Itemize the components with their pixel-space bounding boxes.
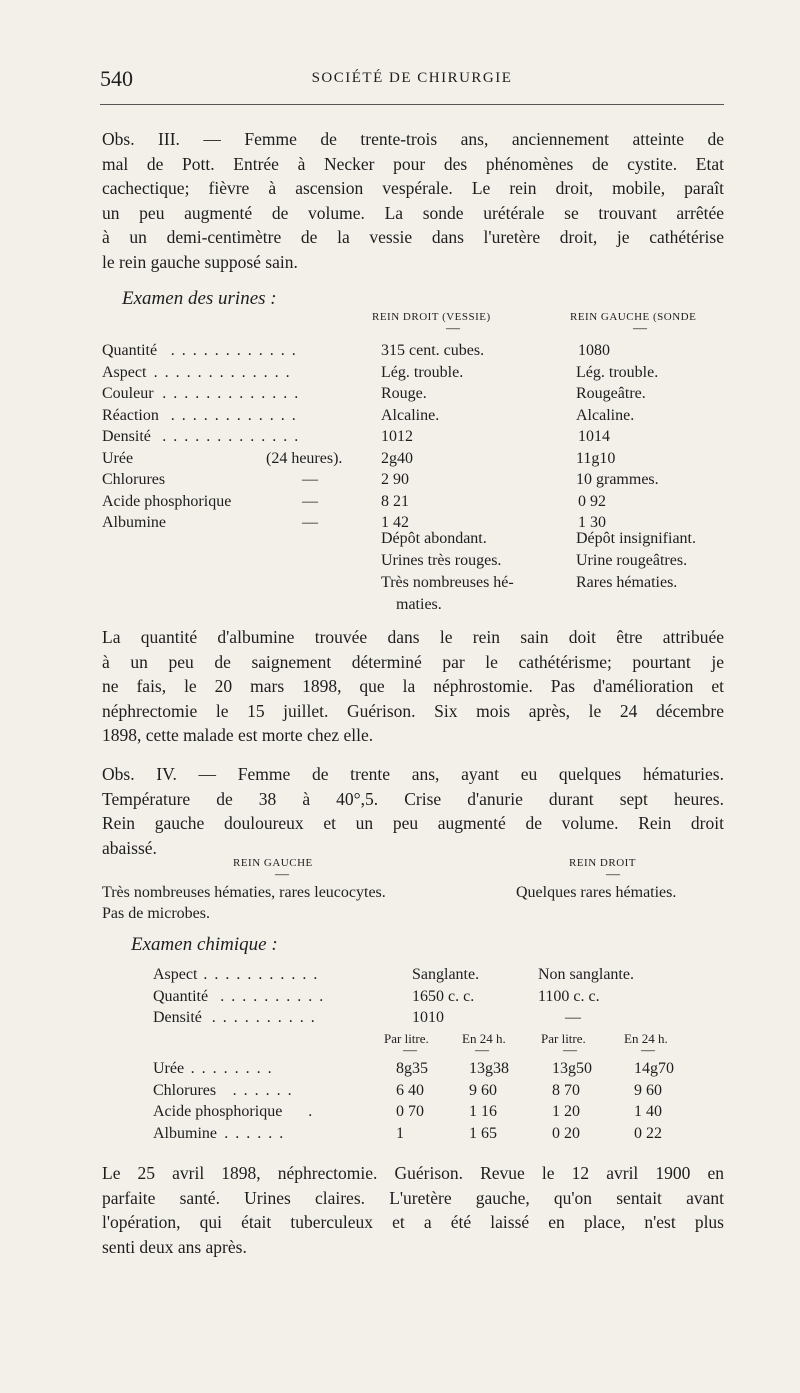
text-line: Obs. IV. — Femme de trente ans, ayant eu quelques hématuries.	[102, 764, 724, 784]
chem-row-label: Albumine	[153, 1124, 217, 1142]
chem-value: 0 70	[396, 1103, 424, 1120]
col-header-rein-gauche: REIN GAUCHE	[233, 857, 313, 869]
sub-header: Par litre.	[384, 1031, 429, 1046]
note-left: Urine rougeâtres.	[576, 552, 688, 569]
row-leader-dots: . . . . . . . . . . . . .	[162, 428, 300, 445]
sub-header: Par litre.	[541, 1031, 586, 1046]
note-right: Urines très rouges.	[381, 552, 502, 569]
chem-row-dots: . . . . . . . . . . .	[203, 966, 319, 983]
sub-header: En 24 h.	[624, 1031, 668, 1046]
note-right: maties.	[396, 596, 442, 613]
row-label: Quantité	[102, 342, 158, 359]
col-header-rein-droit: REIN DROIT (VESSIE)	[372, 311, 491, 323]
note-right: Dépôt abondant.	[381, 530, 487, 547]
row-label: Réaction	[102, 406, 159, 424]
chem-value: 1 16	[469, 1103, 497, 1120]
value-rein-droit: Alcaline.	[381, 406, 440, 424]
col-dash: —	[641, 1043, 655, 1058]
chem-value: 6 40	[396, 1081, 424, 1099]
page-header	[100, 66, 724, 96]
text-line: ne fais, le 20 mars 1898, que la néphrostomie. Pas d'amélioration et	[102, 676, 724, 696]
col-dash: —	[633, 321, 647, 336]
value-rein-droit: Lég. trouble.	[381, 363, 464, 381]
chem-value: 1 20	[552, 1103, 580, 1120]
col-header-rein-gauche: REIN GAUCHE (SONDE	[570, 311, 697, 323]
chem-value-droit: Non sanglante.	[538, 966, 634, 983]
chem-value-droit: —	[565, 1009, 581, 1026]
chem-value: 0 20	[552, 1124, 580, 1142]
chem-row-label: Urée	[153, 1060, 185, 1077]
chem-value: 13g38	[469, 1060, 509, 1077]
value-rein-gauche: 1080	[578, 342, 610, 359]
chem-value-gauche: 1650 c. c.	[412, 987, 475, 1005]
left-findings-2: Pas de microbes.	[102, 905, 210, 922]
chem-row-dots: . . . . . . . . . .	[220, 987, 325, 1005]
row-qualifier: —	[302, 471, 318, 488]
note-left: Dépôt insignifiant.	[576, 530, 696, 547]
value-rein-gauche: Alcaline.	[576, 406, 635, 424]
row-label: Albumine	[102, 514, 166, 531]
chem-row-label: Chlorures	[153, 1081, 217, 1099]
urines-title: Examen des urines :	[122, 288, 277, 309]
chem-value: 1 40	[634, 1103, 662, 1120]
chem-row-dots: . . . . . . . . . .	[211, 1009, 317, 1026]
row-leader-dots: . . . . . . . . . . . .	[170, 342, 298, 359]
conclusion-paragraph	[102, 1161, 724, 1259]
chem-row-dots: . . . . . .	[232, 1081, 294, 1099]
value-rein-gauche: 0 92	[578, 492, 606, 510]
row-label: Acide phosphorique	[102, 492, 232, 510]
chem-row-label: Densité	[153, 1009, 202, 1026]
obs4-paragraph	[102, 762, 724, 860]
chem-value-gauche: Sanglante.	[412, 966, 480, 983]
text-line: Rein gauche douloureux et un peu augmenté de volume. Rein droit	[102, 813, 724, 833]
col-dash: —	[475, 1043, 489, 1058]
chem-value-gauche: 1010	[412, 1009, 444, 1026]
chem-row-label: Quantité	[153, 987, 209, 1005]
header-rule	[100, 104, 724, 105]
row-qualifier: —	[302, 514, 318, 531]
value-rein-gauche: 10 grammes.	[576, 471, 659, 488]
text-line: senti deux ans après.	[102, 1236, 247, 1257]
text-line: un peu augmenté de volume. La sonde urétérale se trouvant arrêtée	[102, 202, 724, 223]
text-line: Température de 38 à 40°,5. Crise d'anurie durant sept heures.	[102, 788, 724, 809]
value-rein-gauche: 1014	[578, 428, 610, 445]
chem-row-label: Acide phosphorique	[153, 1103, 283, 1120]
value-rein-gauche: 1 30	[578, 514, 606, 531]
row-qualifier: —	[302, 492, 318, 510]
value-rein-droit: 2g40	[381, 449, 413, 467]
text-line: mal de Pott. Entrée à Necker pour des phénomènes de cystite. Etat	[102, 153, 724, 174]
chem-row-label: Aspect	[153, 966, 198, 983]
sub-header: En 24 h.	[462, 1031, 506, 1046]
value-rein-droit: 2 90	[381, 471, 409, 488]
row-leader-dots: . . . . . . . . . . . . .	[153, 363, 292, 381]
note-left: Rares hématies.	[576, 574, 678, 591]
text-line: parfaite santé. Urines claires. L'uretère gauche, qu'on sentait avant	[102, 1187, 724, 1208]
row-leader-dots: . . . . . . . . . . . . .	[162, 385, 300, 402]
text-line: La quantité d'albumine trouvée dans le rein sain doit être attribuée	[102, 627, 724, 647]
obs3-paragraph	[102, 127, 724, 274]
text-line: à un peu de saignement déterminé par le cathétérisme; pourtant je	[102, 651, 724, 672]
text-line: cachectique; fièvre à ascension vespérale. Le rein droit, mobile, paraît	[102, 178, 724, 198]
right-findings: Quelques rares hématies.	[516, 884, 677, 901]
chem-value: 1	[396, 1124, 404, 1142]
running-title: SOCIÉTÉ DE CHIRURGIE	[311, 70, 513, 86]
chem-value: 8 70	[552, 1081, 580, 1099]
chem-value: 14g70	[634, 1060, 674, 1077]
value-rein-gauche: 11g10	[576, 449, 616, 467]
chem-value-droit: 1100 c. c.	[538, 987, 600, 1005]
row-leader-dots: . . . . . . . . . . . .	[170, 406, 298, 424]
chem-title: Examen chimique :	[131, 934, 278, 955]
note-right: Très nombreuses hé-	[381, 574, 514, 591]
chem-row-dots: . . . . . . . .	[190, 1060, 274, 1077]
chem-value: 9 60	[469, 1081, 497, 1099]
value-rein-gauche: Rougeâtre.	[576, 385, 646, 402]
text-line: Le 25 avril 1898, néphrectomie. Guérison. Revue le 12 avril 1900 en	[102, 1163, 724, 1183]
text-line: à un demi-centimètre de la vessie dans l'uretère droit, je cathétérise	[102, 227, 724, 247]
value-rein-droit: 1012	[381, 428, 413, 445]
col-header-rein-droit: REIN DROIT	[569, 857, 637, 869]
value-rein-droit: 8 21	[381, 492, 409, 510]
col-dash: —	[275, 867, 289, 882]
chem-value: 13g50	[552, 1060, 592, 1077]
discussion-paragraph	[102, 625, 724, 748]
row-label: Couleur	[102, 385, 154, 402]
chem-value: 0 22	[634, 1124, 662, 1142]
row-label: Aspect	[102, 363, 147, 381]
chem-value: 8g35	[396, 1060, 428, 1077]
col-dash: —	[446, 321, 460, 336]
chem-row-dots: .	[308, 1103, 314, 1120]
col-dash: —	[606, 867, 620, 882]
row-label: Urée	[102, 449, 134, 467]
left-findings: Très nombreuses hématies, rares leucocytes.	[102, 884, 386, 901]
row-label: Densité	[102, 428, 151, 445]
page-number: 540	[100, 66, 133, 91]
text-line: l'opération, qui était tuberculeux et a été laissé en place, n'est plus	[102, 1212, 724, 1232]
chem-value: 1 65	[469, 1124, 497, 1142]
chem-value: 9 60	[634, 1081, 662, 1099]
text-line: 1898, cette malade est morte chez elle.	[102, 725, 374, 745]
chem-row-dots: . . . . . .	[224, 1124, 285, 1142]
text-line: abaissé.	[102, 837, 157, 858]
col-dash: —	[403, 1043, 417, 1058]
value-rein-droit: 315 cent. cubes.	[381, 342, 485, 359]
row-label: Chlorures	[102, 471, 166, 488]
text-line: le rein gauche supposé sain.	[102, 251, 298, 272]
text-line: néphrectomie le 15 juillet. Guérison. Six mois après, le 24 décembre	[102, 700, 724, 721]
row-qualifier: (24 heures).	[266, 449, 343, 467]
col-dash: —	[563, 1043, 577, 1058]
value-rein-gauche: Lég. trouble.	[576, 363, 659, 381]
value-rein-droit: 1 42	[381, 514, 409, 531]
value-rein-droit: Rouge.	[381, 385, 427, 402]
text-line: Obs. III. — Femme de trente-trois ans, anciennement atteinte de	[102, 129, 724, 149]
